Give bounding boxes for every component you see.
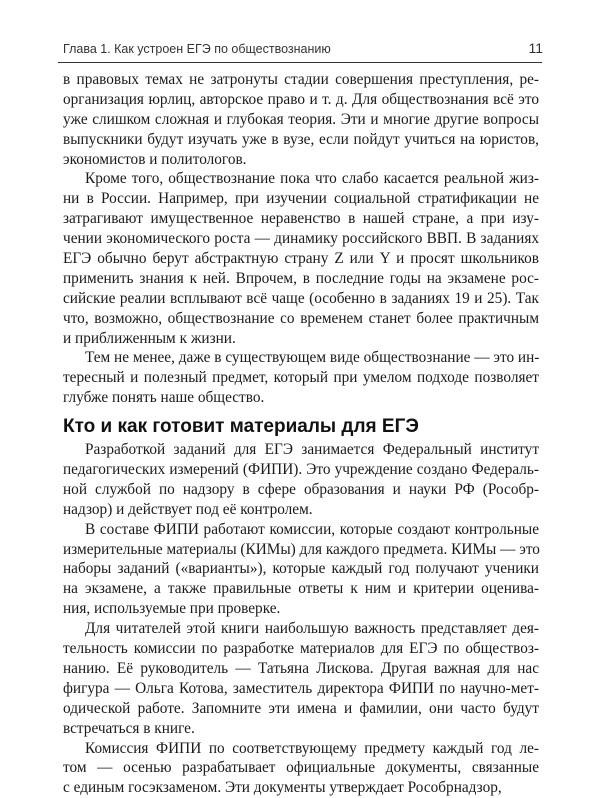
text-line: в правовых темах не затронуты стадии совершения преступления, ре-	[63, 70, 539, 90]
page-body	[63, 70, 539, 798]
text-line: ЕГЭ обычно берут абстрактную страну Z или Y и просят школьников	[63, 249, 539, 269]
text-line: Для читателей этой книги наибольшую важность представляет дея-	[63, 619, 539, 639]
text-line: глубже понять наше общество.	[63, 388, 539, 408]
text-line: сийские реалии всплывают всё чаще (особенно в заданиях 19 и 25). Так	[63, 289, 539, 309]
text-line: ни в России. Например, при изучении социальной стратификации не	[63, 189, 539, 209]
text-line: том — осенью разрабатывает официальные документы, связанные	[63, 758, 539, 778]
text-line: экономистов и политологов.	[63, 150, 539, 170]
chapter-title: Глава 1. Как устроен ЕГЭ по обществознанию	[63, 42, 331, 56]
text-line: фигура — Ольга Котова, заместитель директора ФИПИ по научно-мет-	[63, 679, 539, 699]
text-line: тельность комиссии по разработке материалов для ЕГЭ по обществоз-	[63, 639, 539, 659]
text-line: Комиссия ФИПИ по соответствующему предмету каждый год ле-	[63, 739, 539, 759]
text-line: ной службой по надзору в сфере образования и науки РФ (Рособр-	[63, 480, 539, 500]
text-line: организация юрлиц, авторское право и т. д. Для обществознания всё это	[63, 90, 539, 110]
text-line: встречаться в книге.	[63, 719, 539, 739]
paragraph	[63, 520, 539, 619]
paragraph	[63, 619, 539, 738]
text-line: выпускники будут изучать уже в вузе, если пойдут учиться на юристов,	[63, 130, 539, 150]
text-line: Разработкой заданий для ЕГЭ занимается Федеральный институт	[63, 440, 539, 460]
text-line: затрагивают имущественное неравенство в нашей стране, а при изу-	[63, 209, 539, 229]
section-heading: Кто и как готовит материалы для ЕГЭ	[63, 415, 539, 439]
text-line: Кроме того, обществознание пока что слабо касается реальной жиз-	[63, 169, 539, 189]
text-line: что, возможно, обществознание со временем станет более практичным	[63, 309, 539, 329]
paragraph	[63, 169, 539, 348]
text-line: применить знания к ней. Впрочем, в последние годы на экзамене рос-	[63, 269, 539, 289]
text-line: уже слишком сложная и глубокая теория. Эти и многие другие вопросы	[63, 110, 539, 130]
text-line: с единым госэкзаменом. Эти документы утверждает Рособрнадзор,	[63, 778, 539, 798]
text-line: Тем не менее, даже в существующем виде обществознание — это ин-	[63, 348, 539, 368]
text-line: надзор) и действует под её контролем.	[63, 500, 539, 520]
page-number: 11	[528, 40, 543, 56]
text-line: тересный и полезный предмет, который при умелом подходе позволяет	[63, 368, 539, 388]
text-line: ния, используемые при проверке.	[63, 599, 539, 619]
text-line: В составе ФИПИ работают комиссии, которые создают контрольные	[63, 520, 539, 540]
paragraph	[63, 348, 539, 408]
text-line: и приближенным к жизни.	[63, 329, 539, 349]
text-line: нанию. Её руководитель — Татьяна Лискова. Другая важная для нас	[63, 659, 539, 679]
paragraph	[63, 739, 539, 798]
text-line: педагогических измерений (ФИПИ). Это учреждение создано Федераль-	[63, 460, 539, 480]
paragraph	[63, 70, 539, 169]
text-line: на экзамене, а также правильные ответы к ним и критерии оценива-	[63, 579, 539, 599]
paragraph	[63, 440, 539, 520]
header-divider	[58, 62, 542, 63]
text-line: наборы заданий («варианты»), которые каждый год получают ученики	[63, 559, 539, 579]
text-line: одической работе. Запомните эти имена и фамилии, они часто будут	[63, 699, 539, 719]
text-line: чении экономического роста — динамику российского ВВП. В заданиях	[63, 229, 539, 249]
text-line: измерительные материалы (КИМы) для каждого предмета. КИМы — это	[63, 540, 539, 560]
running-header	[63, 40, 543, 60]
